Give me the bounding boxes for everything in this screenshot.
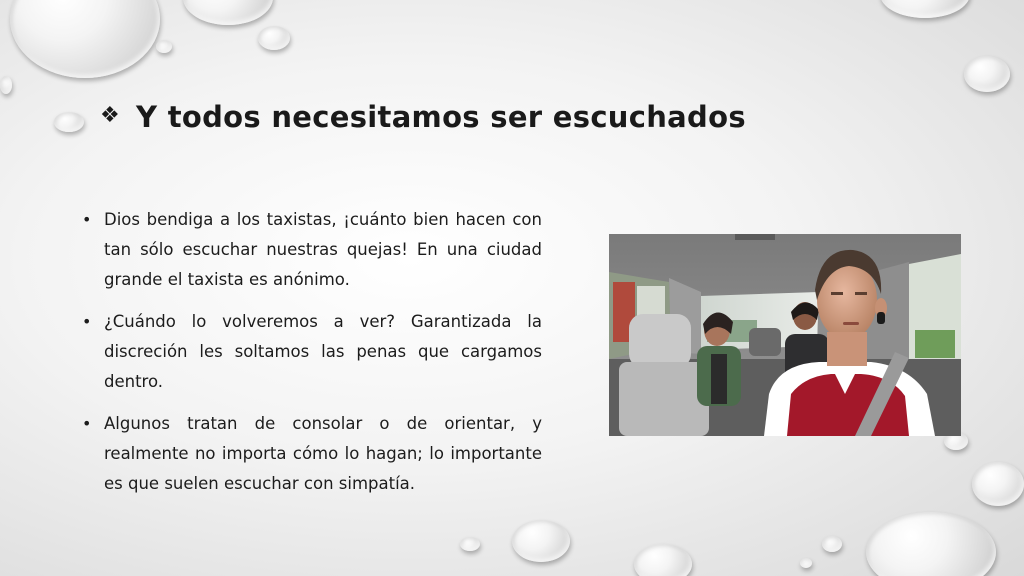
taxi-scene-illustration (609, 234, 961, 436)
bullet-list (82, 205, 542, 511)
water-drop-decoration (258, 26, 290, 50)
water-drop-decoration (54, 112, 84, 132)
water-drop-decoration (634, 544, 692, 576)
water-drop-decoration (183, 0, 273, 25)
bullet-marker: • (82, 312, 92, 331)
water-drop-decoration (964, 56, 1010, 92)
bullet-text: ¿Cuándo lo volveremos a ver? Garantizada la discreción les soltamos las penas que cargamos dentro. (104, 312, 542, 391)
bullet-item (82, 205, 542, 295)
water-drop-decoration (460, 537, 480, 551)
taxi-interior-photo (609, 234, 961, 436)
water-drop-decoration (10, 0, 160, 78)
slide-title (100, 100, 746, 134)
water-drop-decoration (800, 558, 812, 568)
water-drop-decoration (512, 520, 570, 562)
bullet-text: Algunos tratan de consolar o de orientar, y realmente no importa cómo lo hagan; lo importante es que suelen escuchar con simpatía. (104, 414, 542, 493)
water-drop-decoration (880, 0, 970, 18)
bullet-text: Dios bendiga a los taxistas, ¡cuánto bien hacen con tan sólo escuchar nuestras quejas! En una ciudad grande el taxista es anónimo. (104, 210, 542, 289)
bullet-item (82, 307, 542, 397)
bullet-item (82, 409, 542, 499)
water-drop-decoration (156, 40, 172, 53)
diamond-cluster-icon: ❖ (100, 102, 121, 128)
bullet-marker: • (82, 210, 92, 229)
bullet-marker: • (82, 414, 92, 433)
water-drop-decoration (866, 512, 996, 576)
water-drop-decoration (822, 536, 842, 552)
water-drop-decoration (972, 462, 1024, 506)
slide-title-text: Y todos necesitamos ser escuchados (136, 100, 746, 134)
water-drop-decoration (0, 76, 12, 94)
